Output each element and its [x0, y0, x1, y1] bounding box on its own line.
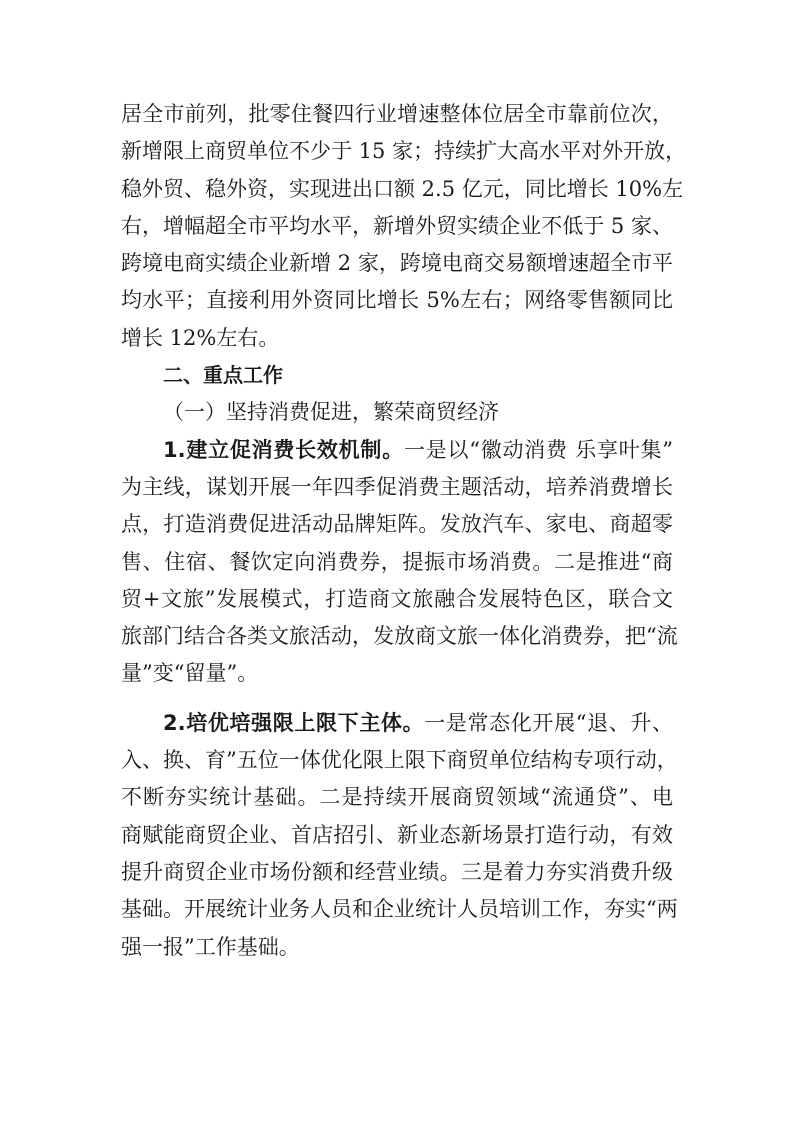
item-title: 2.培优培强限上限下主体。	[163, 710, 425, 735]
text-line: 为主线，谋划开展一年四季促消费主题活动，培养消费增长	[121, 474, 673, 499]
item-market-entities	[121, 705, 678, 966]
text-line: 不断夯实统计基础。二是持续开展商贸领域“流通贷”、电	[121, 785, 673, 810]
text-line: 售、住宿、餐饮定向消费券，提振市场消费。二是推进“商	[121, 549, 673, 574]
text-line: 稳外贸、稳外资，实现进出口额 2.5 亿元，同比增长 10%左	[121, 176, 684, 201]
text-line: 强一报”工作基础。	[121, 934, 300, 959]
text-line: 商赋能商贸企业、首店招引、新业态新场景打造行动，有效	[121, 822, 673, 847]
text-line: 量”变“留量”。	[121, 661, 259, 686]
text-line: 点，打造消费促进活动品牌矩阵。发放汽车、家电、商超零	[121, 512, 673, 537]
text-line: 贸+文旅”发展模式，打造商文旅融合发展特色区，联合文	[121, 586, 673, 611]
text-line: 增长 12%左右。	[121, 325, 280, 350]
text-line: 旅部门结合各类文旅活动，发放商文旅一体化消费券，把“流	[121, 624, 678, 649]
text-line: 新增限上商贸单位不少于 15 家；持续扩大高水平对外开放，	[121, 139, 687, 164]
text-line: 右，增幅超全市平均水平，新增外贸实绩企业不低于 5 家、	[121, 213, 673, 238]
item-first-line	[121, 432, 673, 469]
text-line: 跨境电商实绩企业新增 2 家，跨境电商交易额增速超全市平	[121, 251, 673, 276]
text-line: 基础。开展统计业务人员和企业统计人员培训工作，夯实“两	[121, 897, 678, 922]
document-page	[121, 96, 687, 966]
item-consumption-mechanism	[121, 432, 678, 693]
text-line: 提升商贸企业市场份额和经营业绩。三是着力夯实消费升级	[121, 859, 673, 884]
sub-heading: （一）坚持消费促进，繁荣商贸经济	[163, 400, 499, 425]
section-heading: 二、重点工作	[163, 363, 283, 388]
item-first-line-text: 一是以“徽动消费 乐享叶集”	[403, 437, 673, 462]
item-first-line-text: 一是常态化开展“退、升、	[424, 710, 673, 735]
text-line: 均水平；直接利用外资同比增长 5%左右；网络零售额同比	[121, 288, 673, 313]
paragraph-targets	[121, 96, 687, 357]
item-first-line	[121, 705, 673, 742]
paragraph-gap	[121, 693, 673, 705]
text-line: 居全市前列，批零住餐四行业增速整体位居全市靠前位次，	[121, 102, 673, 126]
item-title: 1.建立促消费长效机制。	[163, 437, 404, 462]
text-line: 入、换、育”五位一体优化限上限下商贸单位结构专项行动，	[121, 748, 678, 773]
